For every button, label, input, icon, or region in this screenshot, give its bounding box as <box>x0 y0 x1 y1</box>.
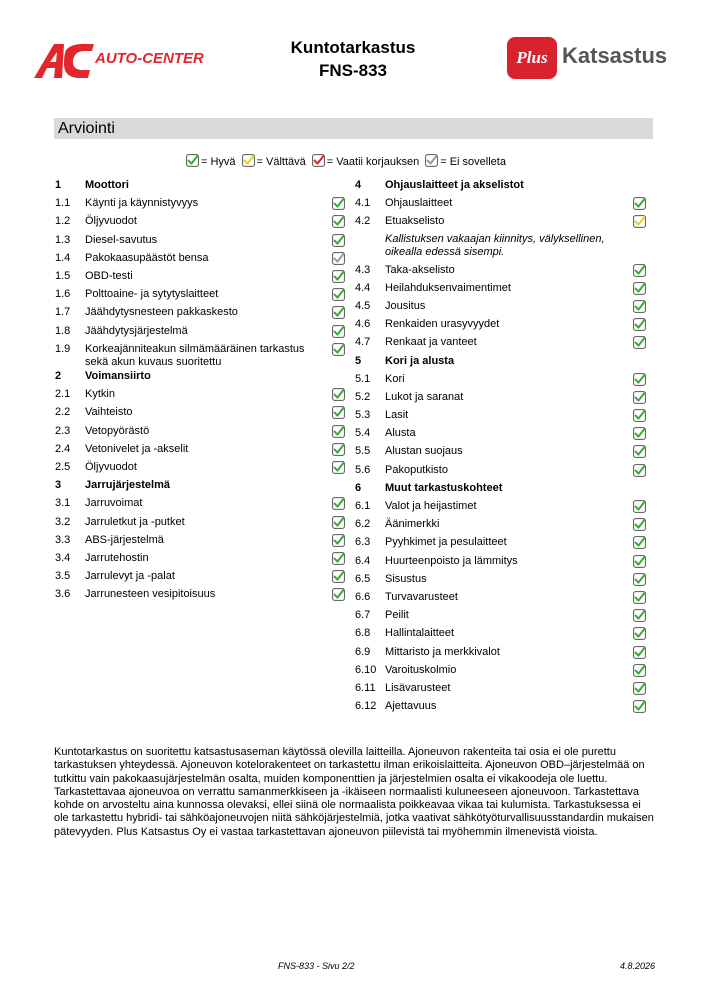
legend-label: = Ei sovelleta <box>440 156 506 168</box>
item-label: Jarrujärjestelmä <box>85 479 170 492</box>
item-label: Renkaiden urasyvyydet <box>385 318 500 331</box>
item-number: 6.1 <box>355 500 371 512</box>
inspection-row <box>355 588 646 606</box>
legend-label: = Välttävä <box>256 156 306 168</box>
check-not-applicable-icon <box>332 252 345 265</box>
item-label: Valot ja heijastimet <box>385 500 477 512</box>
check-good-icon <box>332 534 345 547</box>
auto-center-mark-icon <box>32 40 96 82</box>
check-good-icon <box>332 197 345 210</box>
check-good-icon <box>633 464 646 477</box>
item-label: Huurteenpoisto ja lämmitys <box>385 554 518 567</box>
inspection-row <box>355 297 646 315</box>
item-number: 2.5 <box>55 461 71 474</box>
legend-label: = Vaatii korjauksen <box>326 156 420 168</box>
check-good-icon <box>633 555 646 568</box>
item-label: Pakoputkisto <box>385 463 448 476</box>
inspection-row <box>55 458 345 476</box>
auto-center-logo <box>32 40 207 82</box>
item-number: 6.7 <box>355 609 371 622</box>
item-label: Jarruvoimat <box>85 497 143 510</box>
item-label: Voimansiirto <box>85 370 151 383</box>
check-good-icon <box>633 646 646 659</box>
section-title: Arviointi <box>58 120 115 137</box>
check-good-icon <box>332 215 345 228</box>
katsastus-wordmark: Katsastus <box>562 43 668 68</box>
item-number: 2 <box>55 370 62 383</box>
check-good-icon <box>332 325 345 338</box>
item-label: Kytkin <box>85 388 115 401</box>
check-not-applicable-icon <box>425 154 438 167</box>
item-label: Taka-akselisto <box>385 263 455 276</box>
item-number: 1.5 <box>55 269 71 282</box>
category-heading <box>355 176 646 194</box>
legend-item-na <box>425 154 506 170</box>
item-number: 6.5 <box>355 572 371 585</box>
item-number: 6.4 <box>355 554 371 567</box>
check-good-icon <box>633 300 646 313</box>
check-good-icon <box>633 409 646 422</box>
inspection-row <box>355 424 646 442</box>
inspection-row <box>355 570 646 588</box>
check-good-icon <box>332 552 345 565</box>
item-number: 3 <box>55 479 62 492</box>
inspection-row <box>355 606 646 624</box>
check-good-icon <box>633 518 646 531</box>
footer-page-number: FNS-833 - Sivu 2/2 <box>278 961 355 971</box>
item-number: 5.3 <box>355 409 371 422</box>
check-good-icon <box>332 497 345 510</box>
item-number: 3.1 <box>55 497 71 510</box>
check-good-icon <box>633 664 646 677</box>
item-label: Lisävarusteet <box>385 681 451 694</box>
item-number: 3.3 <box>55 533 71 546</box>
item-number: 5.1 <box>355 372 371 385</box>
item-label: Jäähdytysnesteen pakkaskesto <box>85 306 238 319</box>
item-label: Korkeajänniteakun silmämääräinen tarkastus sekä akun kuvaus suoritettu <box>85 342 305 368</box>
check-good-icon <box>332 270 345 283</box>
item-label: Lukot ja saranat <box>385 390 464 403</box>
item-number: 4.2 <box>355 215 371 228</box>
item-label: Vaihteisto <box>85 406 133 419</box>
inspection-row <box>355 515 646 533</box>
check-good-icon <box>633 700 646 713</box>
item-label: Öljyvuodot <box>85 461 137 474</box>
check-warning-icon <box>242 154 255 167</box>
item-number: 2.2 <box>55 406 71 419</box>
inspection-row <box>355 370 646 388</box>
item-label: Etuakselisto <box>385 215 445 228</box>
item-number: 6.11 <box>355 681 376 694</box>
check-good-icon <box>633 682 646 695</box>
inspection-row <box>355 388 646 406</box>
check-good-icon <box>633 609 646 622</box>
item-number: 6.3 <box>355 536 371 549</box>
item-label: Jäähdytysjärjestelmä <box>85 324 188 337</box>
inspection-row <box>355 533 646 551</box>
status-legend <box>186 154 512 170</box>
item-label: Heilahduksenvaimentimet <box>385 281 511 294</box>
remark-text: Kallistuksen vakaajan kiinnitys, välyksellinen, oikealla edessä sisempi. <box>385 232 605 258</box>
item-label: Muut tarkastuskohteet <box>385 481 503 494</box>
check-good-icon <box>633 536 646 549</box>
category-heading <box>55 367 345 385</box>
inspection-row <box>355 406 646 424</box>
item-number: 5.5 <box>355 445 371 458</box>
item-number: 4.7 <box>355 336 371 349</box>
item-label: Sisustus <box>385 572 427 585</box>
inspection-column-left <box>55 176 345 604</box>
inspection-row <box>55 440 345 458</box>
item-label: Jousitus <box>385 299 426 312</box>
inspection-row <box>355 212 646 230</box>
inspection-row <box>355 279 646 297</box>
check-good-icon <box>332 306 345 319</box>
item-number: 1.3 <box>55 233 71 246</box>
inspection-row <box>55 267 345 285</box>
check-good-icon <box>332 288 345 301</box>
inspection-row <box>355 624 646 642</box>
item-label: Ohjauslaitteet ja akselistot <box>385 179 524 191</box>
check-good-icon <box>633 264 646 277</box>
inspection-row <box>355 461 646 479</box>
legend-label: = Hyvä <box>201 156 236 168</box>
check-good-icon <box>633 318 646 331</box>
item-number: 3.5 <box>55 570 71 583</box>
item-number: 1 <box>55 179 62 191</box>
item-label: Varoituskolmio <box>385 663 457 676</box>
check-good-icon <box>332 461 345 474</box>
check-good-icon <box>633 627 646 640</box>
item-label: Moottori <box>85 179 129 191</box>
inspection-row <box>55 549 345 567</box>
item-label: Peilit <box>385 609 409 622</box>
disclaimer-text: Kuntotarkastus on suoritettu katsastusaseman käytössä olevilla laitteilla. Ajoneuvon rakenteita tai osia ei ole purettu tarkastuksen yhteydessä. Ajoneuvon kotelorakenteet on tarkastettu ilman erikoislaitteita. Ajoneuvon OBD–järjestelmää on tutkittu vain pakokaasujärjestelmän osalta, muiden komponenttien ja järjestelmien osalta ei vikakoodeja ole luettu. Tarkastettavaa ajoneuvoa on verrattu samanmerkkiseen ja -ikäiseen normaalisti kuluneeseen ajoneuvoon. Tarkastettava kohde on arvosteltu aina kunnossa olevaksi, ellei siinä ole normaalista poikkeavaa vikaa tai kulumista. Tarkastuksessa ei ole tarkastettu hybridi- tai sähköajoneuvojen niitä sähköjärjestelmiä, jotka vaativat sähkötyöturvallisuusstandardin mukaisen pätevyyden. Plus Katsastus Oy ei vastaa tarkastettavan ajoneuvon piilevistä tai myöhemmin ilmenevistä vioista. <box>54 746 654 838</box>
item-number: 6.12 <box>355 700 377 713</box>
check-good-icon <box>332 388 345 401</box>
item-number: 4.4 <box>355 281 371 294</box>
item-label: Pakokaasupäästöt bensa <box>85 251 209 264</box>
inspection-row <box>55 422 345 440</box>
item-label: Diesel-savutus <box>85 233 158 246</box>
plus-badge: Plus <box>507 37 557 79</box>
inspection-row <box>355 442 646 460</box>
check-good-icon <box>332 443 345 456</box>
item-label: Mittaristo ja merkkivalot <box>385 645 500 658</box>
check-good-icon <box>633 573 646 586</box>
check-good-icon <box>633 282 646 295</box>
inspection-row <box>55 567 345 585</box>
inspection-row <box>55 194 345 212</box>
item-label: Ohjauslaitteet <box>385 197 453 210</box>
inspection-row <box>55 340 345 367</box>
inspection-row <box>55 231 345 249</box>
inspection-row <box>55 285 345 303</box>
inspection-row <box>55 531 345 549</box>
title-line-2: FNS-833 <box>318 61 388 80</box>
item-number: 1.1 <box>55 197 71 210</box>
item-number: 4.6 <box>355 318 371 331</box>
inspection-row <box>55 585 345 603</box>
inspection-row <box>55 513 345 531</box>
item-label: Vetopyörästö <box>85 424 150 437</box>
plus-katsastus-logo <box>507 37 677 79</box>
item-number: 5.6 <box>355 463 371 476</box>
item-number: 1.6 <box>55 288 71 301</box>
item-number: 6 <box>355 481 362 494</box>
inspection-row <box>355 261 646 279</box>
legend-item-repair <box>312 154 419 170</box>
section-heading-bar <box>54 118 653 139</box>
item-label: Ajettavuus <box>385 700 437 713</box>
item-label: Öljyvuodot <box>85 215 137 228</box>
page-header <box>0 0 707 110</box>
item-number: 5.4 <box>355 427 371 440</box>
legend-item-warning <box>242 154 306 170</box>
item-label: Kori <box>385 372 405 385</box>
check-good-icon <box>332 588 345 601</box>
check-good-icon <box>633 427 646 440</box>
item-label: ABS-järjestelmä <box>85 533 164 546</box>
title-line-1: Kuntotarkastus <box>290 38 416 57</box>
item-label: Polttoaine- ja sytytyslaitteet <box>85 288 219 301</box>
item-label: Pyyhkimet ja pesulaitteet <box>385 536 507 549</box>
footer-date: 4.8.2026 <box>620 961 656 971</box>
document-title <box>240 36 466 82</box>
item-label: Jarrulevyt ja -palat <box>85 570 175 583</box>
item-label: Alusta <box>385 427 416 440</box>
item-label: Äänimerkki <box>385 518 440 531</box>
item-number: 4.1 <box>355 197 371 210</box>
item-label: Vetonivelet ja -akselit <box>85 442 189 455</box>
inspection-row <box>55 212 345 230</box>
check-good-icon <box>633 197 646 210</box>
inspection-row <box>55 303 345 321</box>
inspection-row <box>355 194 646 212</box>
inspection-row <box>355 315 646 333</box>
check-good-icon <box>633 500 646 513</box>
check-good-icon <box>332 516 345 529</box>
item-label: OBD-testi <box>85 269 133 282</box>
item-label: Lasit <box>385 409 409 422</box>
category-heading <box>355 352 646 370</box>
category-heading <box>355 479 646 497</box>
check-good-icon <box>332 406 345 419</box>
check-good-icon <box>633 445 646 458</box>
item-number: 6.6 <box>355 590 371 603</box>
item-number: 5 <box>355 354 362 367</box>
item-number: 3.4 <box>55 551 71 564</box>
item-number: 1.8 <box>55 324 71 337</box>
item-number: 2.3 <box>55 424 71 437</box>
auto-center-wordmark: AUTO-CENTER <box>95 50 204 67</box>
inspection-row <box>55 322 345 340</box>
item-number: 2.1 <box>55 388 71 401</box>
inspection-row <box>55 385 345 403</box>
item-number: 3.6 <box>55 588 71 601</box>
check-warning-icon <box>633 215 646 228</box>
item-number: 1.2 <box>55 215 71 228</box>
item-number: 5.2 <box>355 390 371 403</box>
category-heading <box>55 476 345 494</box>
check-good-icon <box>633 373 646 386</box>
check-good-icon <box>332 234 345 247</box>
item-number: 6.10 <box>355 663 377 676</box>
inspection-remark <box>355 231 646 261</box>
inspection-row <box>355 697 646 715</box>
item-number: 2.4 <box>55 442 71 455</box>
inspection-row <box>55 403 345 421</box>
check-good-icon <box>332 343 345 356</box>
item-number: 6.8 <box>355 627 371 640</box>
check-good-icon <box>633 336 646 349</box>
item-number: 4.5 <box>355 299 371 312</box>
item-number: 1.9 <box>55 342 71 355</box>
check-good-icon <box>633 391 646 404</box>
check-good-icon <box>332 570 345 583</box>
check-good-icon <box>332 425 345 438</box>
item-number: 6.2 <box>355 518 371 531</box>
item-number: 4.3 <box>355 263 371 276</box>
inspection-row <box>355 497 646 515</box>
legend-item-good <box>186 154 236 170</box>
item-label: Jarruletkut ja -putket <box>85 515 185 528</box>
check-repair-icon <box>312 154 325 167</box>
item-label: Jarrutehostin <box>85 551 149 564</box>
inspection-column-right <box>355 176 646 715</box>
item-label: Renkaat ja vanteet <box>385 336 477 349</box>
inspection-row <box>55 249 345 267</box>
item-number: 1.7 <box>55 306 71 319</box>
item-number: 4 <box>355 179 362 191</box>
category-heading <box>55 176 345 194</box>
item-label: Alustan suojaus <box>385 445 463 458</box>
item-label: Kori ja alusta <box>385 354 455 367</box>
item-label: Hallintalaitteet <box>385 627 455 640</box>
inspection-row <box>55 494 345 512</box>
inspection-row <box>355 333 646 351</box>
item-number: 3.2 <box>55 515 71 528</box>
check-good-icon <box>186 154 199 167</box>
item-label: Käynti ja käynnistyvyys <box>85 197 199 210</box>
item-label: Jarrunesteen vesipitoisuus <box>85 588 216 601</box>
inspection-row <box>355 679 646 697</box>
inspection-row <box>355 552 646 570</box>
check-good-icon <box>633 591 646 604</box>
inspection-row <box>355 643 646 661</box>
item-number: 1.4 <box>55 251 71 264</box>
item-label: Turvavarusteet <box>385 590 458 603</box>
inspection-row <box>355 661 646 679</box>
item-number: 6.9 <box>355 645 371 658</box>
